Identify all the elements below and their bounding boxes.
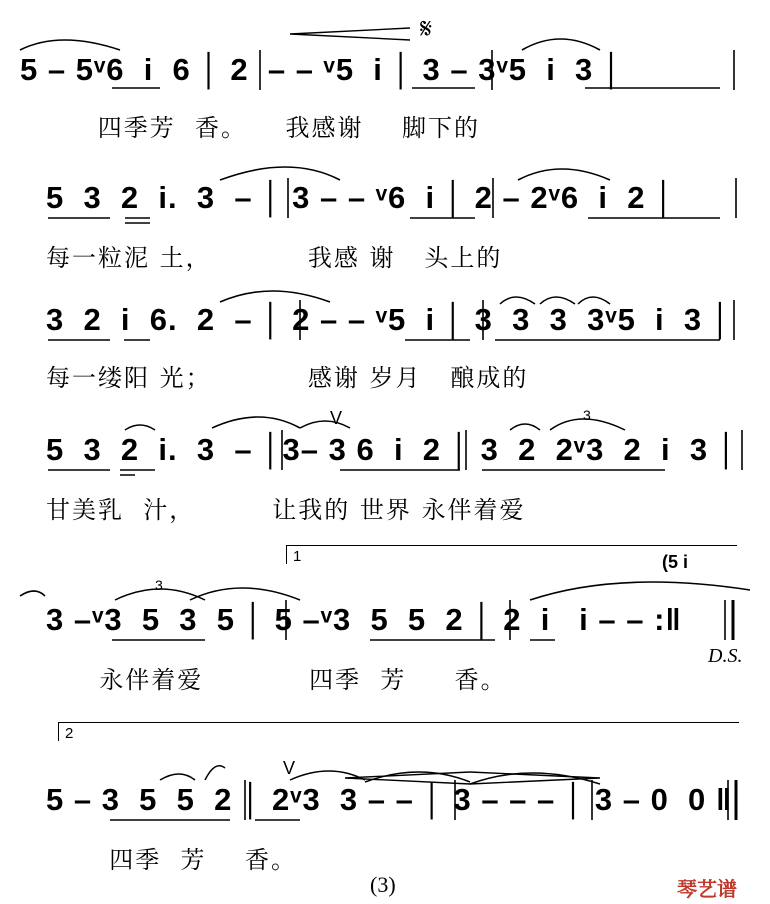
- svg-text:3: 3: [583, 407, 591, 423]
- system-6-lyrics: 四季 芳 香。: [90, 846, 298, 874]
- dal-segno-mark: D.S.: [708, 645, 743, 667]
- system-2-notes: 5 3 2 i. 3 – │ 3 – – ᵛ6 i │ 2 – 2ᵛ6 i 2 │: [46, 180, 676, 215]
- page-number: (3): [370, 872, 396, 897]
- system-4-notes: 5 3 2 i. 3 – │3– 3 6 i 2 │ 3 2 2ᵛ3 2 i 3 │: [46, 432, 739, 467]
- svg-text:3: 3: [155, 577, 163, 593]
- system-3-notes: 3 2 i 6. 2 – │ 2 – – ᵛ5 i │ 3 3 3 3ᵛ5 i 3 │: [46, 302, 733, 337]
- svg-text:V: V: [283, 758, 296, 778]
- system-3-lyrics: 每一缕阳 光； 感谢 岁月 酿成的: [46, 364, 529, 392]
- system-6-notes: 5 – 3 5 5 2 │ 2ᵛ3 3 – – │ 3 – – – │ 3 – 0 0 ‖: [46, 782, 733, 817]
- system-5-lyrics: 永伴着爱 四季 芳 香。: [80, 666, 507, 694]
- second-ending-number: 2: [65, 725, 74, 742]
- system-1-notes: 5 – 5ᵛ6 i 6 │ 2 – – ᵛ5 i │ 3 – 3ᵛ5 i 3 │: [20, 52, 624, 87]
- system-5-notes: 3 –ᵛ3 5 3 5 │ 5 –ᵛ3 5 5 2 │ 2 i i – – :‖: [46, 602, 682, 637]
- watermark-logo: 琴艺谱: [677, 877, 737, 901]
- grace-notes: (5 i: [662, 552, 689, 572]
- system-4-lyrics: 甘美乳 汁， 让我的 世界 永伴着爱: [46, 496, 526, 524]
- system-2-lyrics: 每一粒泥 土， 我感 谢 头上的: [46, 244, 503, 272]
- second-ending-bracket: [58, 722, 739, 741]
- first-ending-number: 1: [293, 548, 302, 565]
- svg-text:V: V: [330, 408, 343, 428]
- system-1-lyrics: 四季芳 香。 我感谢 脚下的: [40, 114, 481, 142]
- segno-sign: 𝄋: [420, 12, 433, 45]
